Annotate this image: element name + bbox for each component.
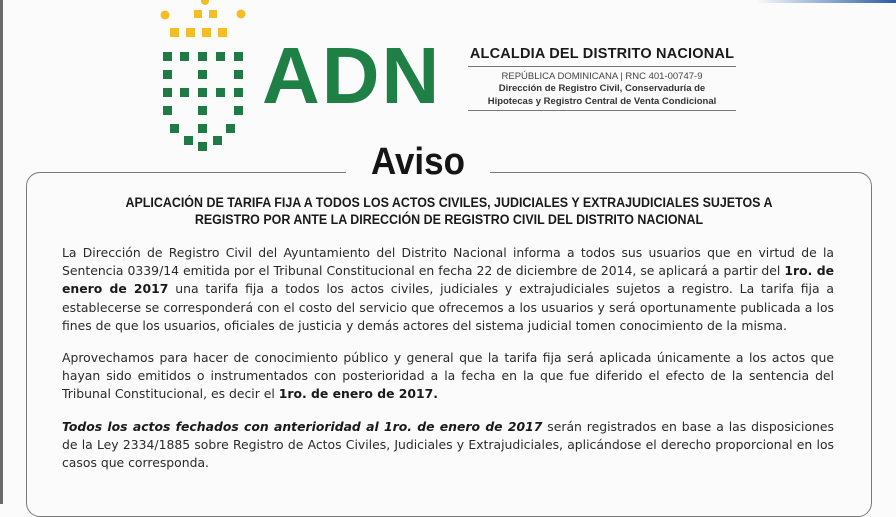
- paragraph-1-text-b: una tarifa fija a todos los actos civiles, judiciales y extrajudiciales sujetos a registro. La tarifa fija a establecerse se corresponderá con el costo del servicio que ofrecemos a los usuarios y será oportunamente publicada a los fines de que los usuarios, oficiales de justicia y demás actores del sistema judicial tomen conocimiento de la misma.: [62, 281, 835, 333]
- headline-line-1: APLICACIÓN DE TARIFA FIJA A TODOS LOS ACTOS CIVILES, JUDICIALES Y EXTRAJUDICIALES SUJETOS A: [125, 195, 773, 210]
- organization-divider: [468, 110, 736, 111]
- paragraph-2: [62, 349, 834, 404]
- department-line-2: Hipotecas y Registro Central de Venta Condicional: [487, 96, 717, 107]
- effective-date-emphasis-2: 1ro. de enero de 2017.: [278, 386, 438, 402]
- paragraph-1-text-a: La Dirección de Registro Civil del Ayuntamiento del Distrito Nacional informa a todos sus usuarios que en virtud de la Sentencia 0339/14 emitida por el Tribunal Constitucional en fecha 22 de diciembre de 2014, se aplicará a partir del: [62, 245, 834, 279]
- paragraph-2-text: Aprovechamos para hacer de conocimiento público y general que la tarifa fija será aplicada únicamente a los actos que hayan sido emitidos o instrumentados con posterioridad a la fecha en la que fue diferido el efecto de la sentencia del Tribunal Constitucional, es decir el: [62, 350, 834, 402]
- paragraph-3: [62, 418, 834, 473]
- page-edge-divider: [0, 0, 3, 504]
- headline-line-2: REGISTRO POR ANTE LA DIRECCIÓN DE REGISTRO CIVIL DEL DISTRITO NACIONAL: [194, 212, 704, 227]
- department-line-1: Dirección de Registro Civil, Conservaduría de: [498, 83, 706, 94]
- shield-icon: [163, 52, 243, 151]
- effective-date-emphasis: 1ro. de enero de 2017: [62, 263, 834, 297]
- paragraph-1: [62, 244, 834, 335]
- crown-icon: [161, 0, 246, 37]
- notice-headline: [87, 194, 811, 228]
- organization-title: ALCALDIA DEL DISTRITO NACIONAL: [468, 46, 736, 67]
- adn-shield-logo-icon: [160, 0, 250, 152]
- paragraph-3-text: serán registrados en base a las disposiciones de la Ley 2334/1885 sobre Registro de Actos Civiles, Judiciales y Extrajudiciales, aplicándose el derecho proporcional en los casos que corresponda.: [62, 418, 834, 471]
- organization-header: [468, 46, 736, 111]
- notice-heading: Aviso: [371, 141, 465, 183]
- notice-body: [62, 244, 834, 486]
- prior-acts-emphasis: Todos los actos fechados con anterioridad al 1ro. de enero de 2017: [62, 418, 543, 434]
- brand-wordmark: ADN: [262, 31, 442, 120]
- top-accent-bar: [756, 0, 896, 3]
- organization-country-rnc: REPÚBLICA DOMINICANA | RNC 401-00747-9: [501, 71, 703, 82]
